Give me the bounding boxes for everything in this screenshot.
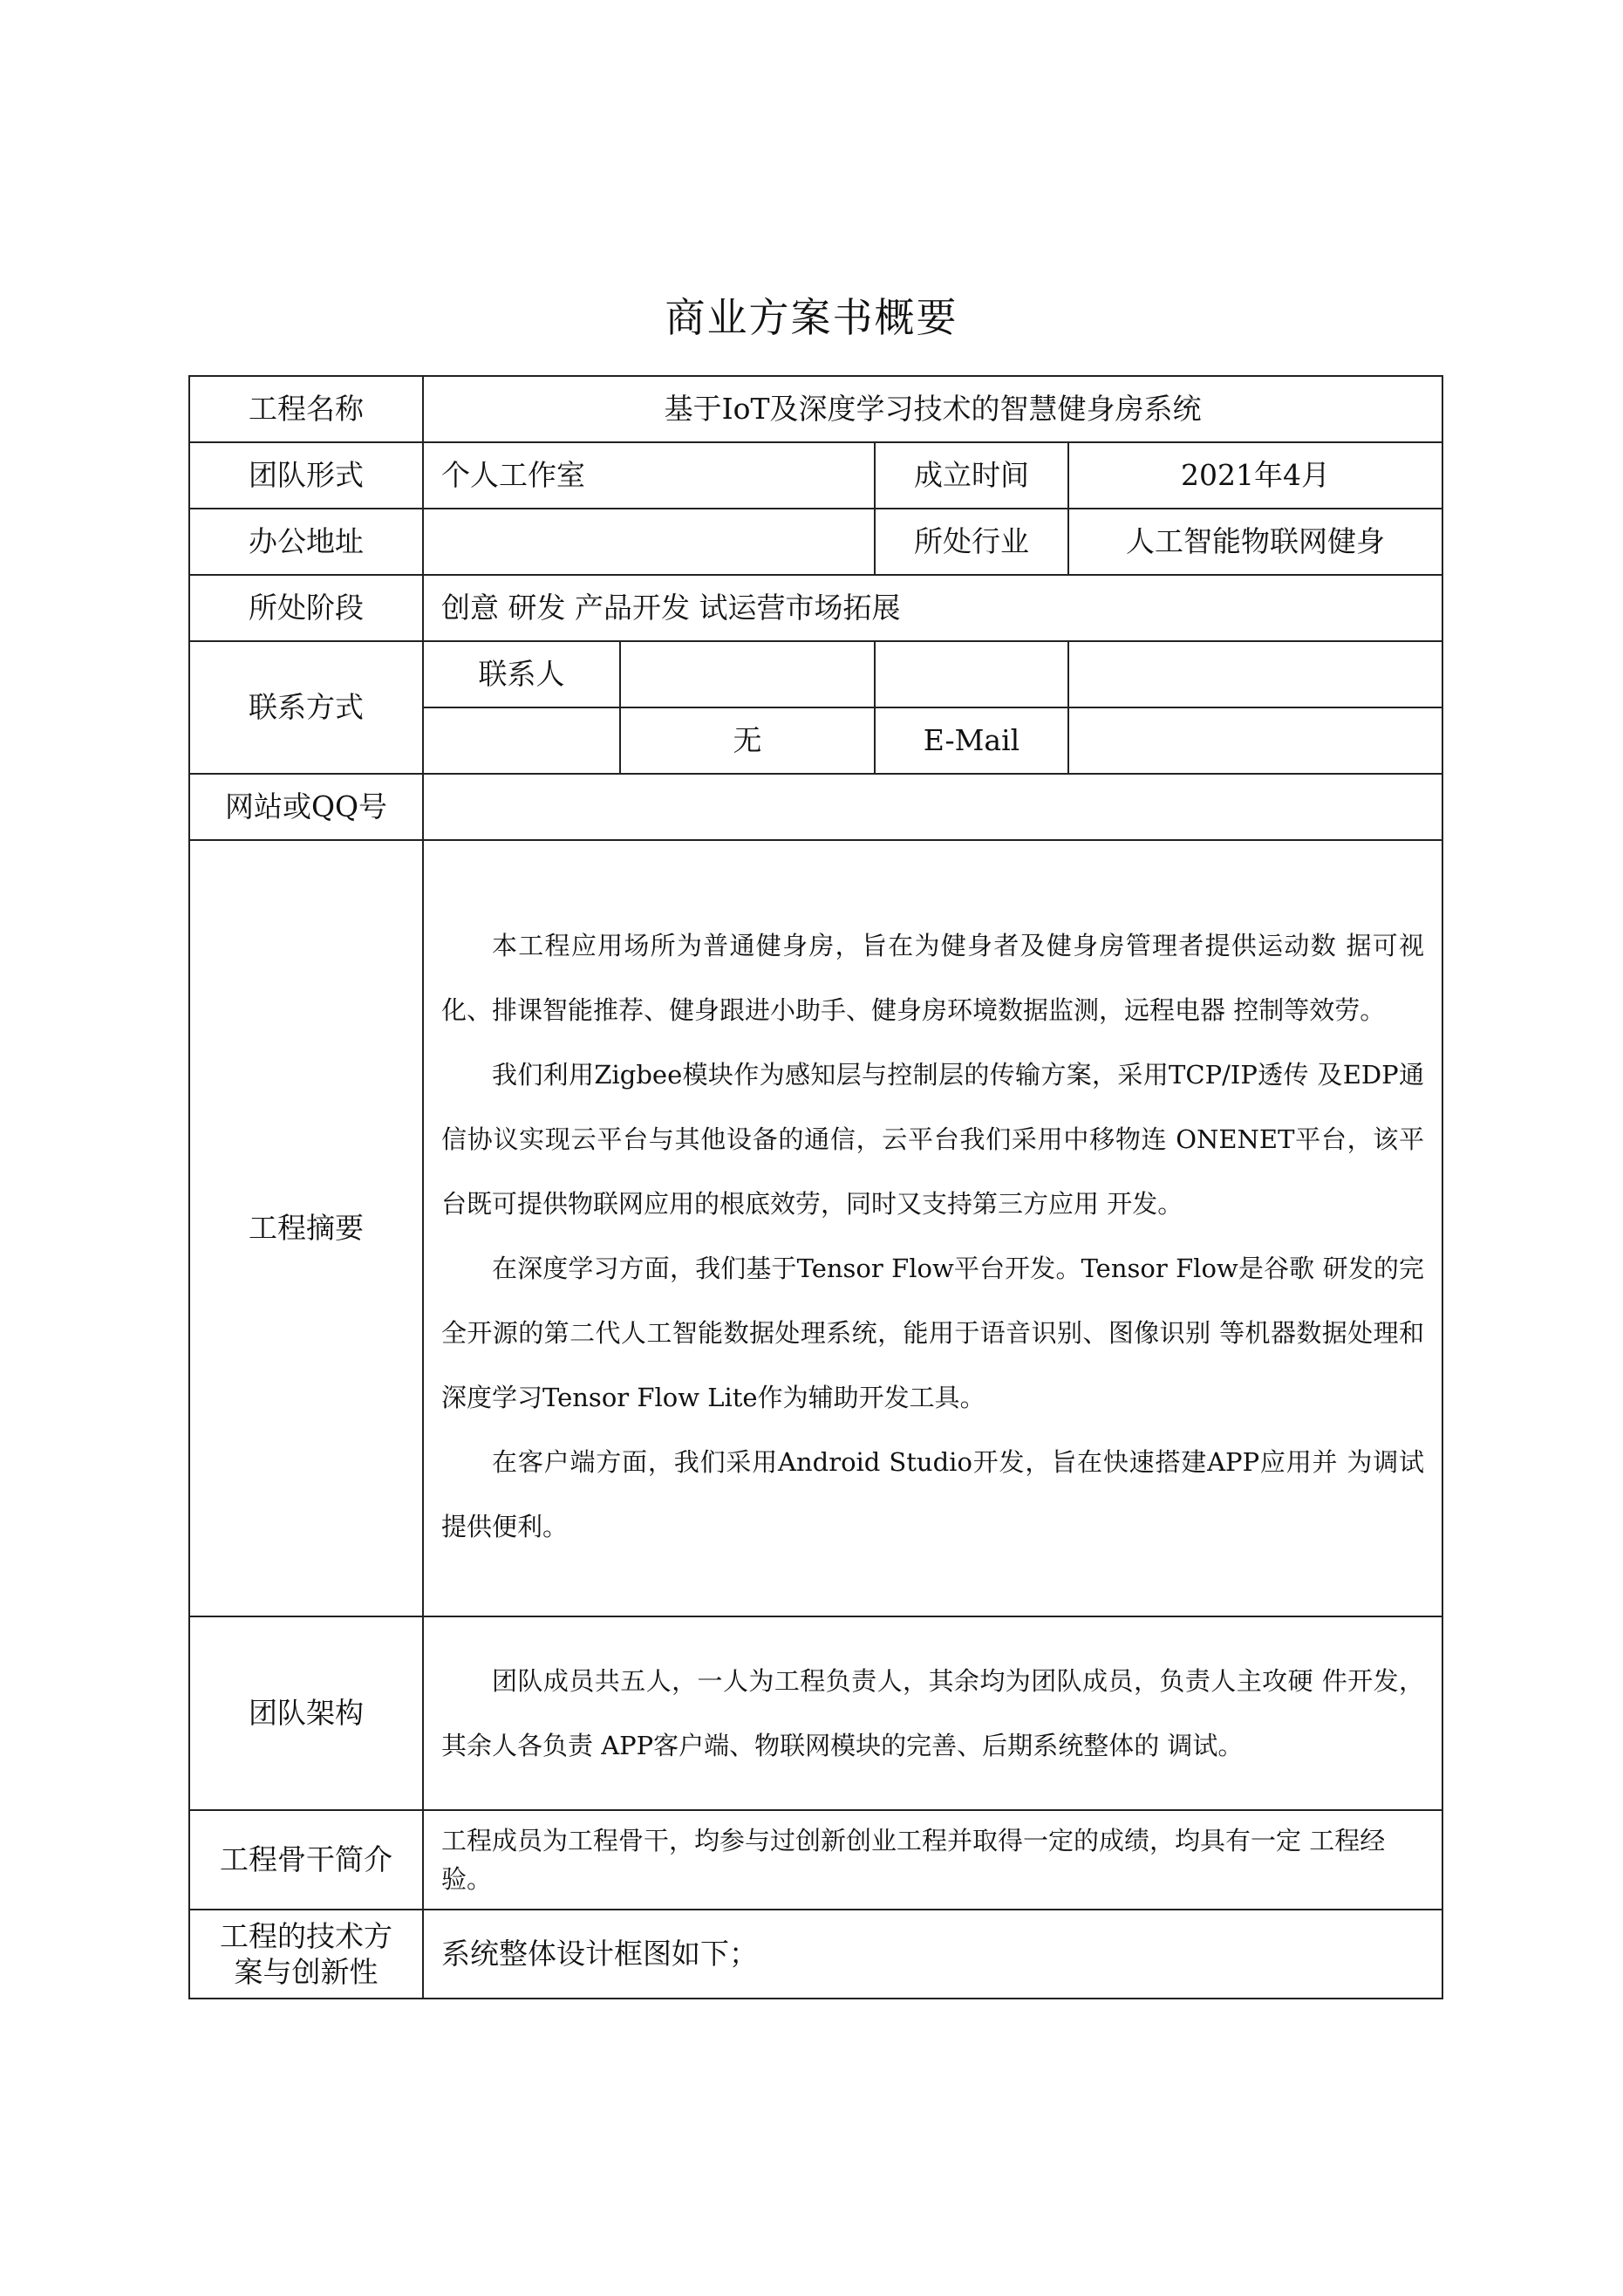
row-team-form bbox=[189, 442, 1442, 509]
stage-label: 所处阶段 bbox=[189, 575, 423, 641]
tech-label-line: 工程的技术方 bbox=[220, 1918, 392, 1953]
industry-value: 人工智能物联网健身 bbox=[1068, 509, 1442, 575]
row-website bbox=[189, 774, 1442, 840]
row-contact-1 bbox=[189, 641, 1442, 707]
summary-paragraph: 我们利用Zigbee模块作为感知层与控制层的传输方案，采用TCP/IP透传 及EDP通信协议实现云平台与其他设备的通信，云平台我们采用中移物连 ONENET平台，该平台既可提供物联网应用的根底效劳，同时又支持第三方应用 开发。 bbox=[441, 1060, 1425, 1219]
project-name-label: 工程名称 bbox=[189, 376, 423, 442]
phone-value: 无 bbox=[620, 707, 875, 774]
row-summary bbox=[189, 840, 1442, 1616]
backbone-content bbox=[423, 1810, 1442, 1910]
contact-blank-cell bbox=[1068, 641, 1442, 707]
row-project-name bbox=[189, 376, 1442, 442]
industry-label: 所处行业 bbox=[875, 509, 1068, 575]
summary-paragraph: 本工程应用场所为普通健身房，旨在为健身者及健身房管理者提供运动数 据可视化、排课智能推荐、健身跟进小助手、健身房环境数据监测，远程电器 控制等效劳。 bbox=[441, 931, 1425, 1025]
page-title: 商业方案书概要 bbox=[665, 294, 958, 341]
tech-label bbox=[189, 1910, 423, 1999]
contact-person-value bbox=[620, 641, 875, 707]
business-plan-summary-table bbox=[188, 375, 1443, 1999]
team-structure-content bbox=[423, 1616, 1442, 1810]
website-label: 网站或QQ号 bbox=[189, 774, 423, 840]
row-team-structure bbox=[189, 1616, 1442, 1810]
contact-person-label: 联系人 bbox=[423, 641, 620, 707]
established-value: 2021年4月 bbox=[1068, 442, 1442, 509]
tech-value: 系统整体设计框图如下； bbox=[423, 1910, 1442, 1999]
tech-label-line: 案与创新性 bbox=[234, 1955, 378, 1989]
project-name-value: 基于IoT及深度学习技术的智慧健身房系统 bbox=[423, 376, 1442, 442]
summary-label: 工程摘要 bbox=[189, 840, 423, 1616]
summary-paragraph: 在客户端方面，我们采用Android Studio开发，旨在快速搭建APP应用并 为调试提供便利。 bbox=[441, 1447, 1425, 1541]
team-structure-label: 团队架构 bbox=[189, 1616, 423, 1810]
established-label: 成立时间 bbox=[875, 442, 1068, 509]
team-form-value: 个人工作室 bbox=[423, 442, 875, 509]
website-value bbox=[423, 774, 1442, 840]
backbone-text: 工程成员为工程骨干，均参与过创新创业工程并取得一定的成绩，均具有一定 工程经验。 bbox=[441, 1826, 1386, 1894]
phone-label-cell bbox=[423, 707, 620, 774]
summary-paragraph: 在深度学习方面，我们基于Tensor Flow平台开发。Tensor Flow是谷歌 研发的完全开源的第二代人工智能数据处理系统，能用于语音识别、图像识别 等机器数据处理和深度学习Tensor Flow Lite作为辅助开发工具。 bbox=[441, 1254, 1425, 1412]
row-backbone bbox=[189, 1810, 1442, 1910]
row-tech bbox=[189, 1910, 1442, 1999]
backbone-label: 工程骨干简介 bbox=[189, 1810, 423, 1910]
email-label: E-Mail bbox=[875, 707, 1068, 774]
contact-label: 联系方式 bbox=[189, 641, 423, 774]
email-value bbox=[1068, 707, 1442, 774]
summary-content bbox=[423, 840, 1442, 1616]
stage-value: 创意 研发 产品开发 试运营市场拓展 bbox=[423, 575, 1442, 641]
team-structure-text: 团队成员共五人，一人为工程负责人，其余均为团队成员，负责人主攻硬 件开发，其余人各负责 APP客户端、物联网模块的完善、后期系统整体的 调试。 bbox=[441, 1666, 1425, 1760]
office-value bbox=[423, 509, 875, 575]
row-stage bbox=[189, 575, 1442, 641]
team-form-label: 团队形式 bbox=[189, 442, 423, 509]
contact-blank-cell bbox=[875, 641, 1068, 707]
office-label: 办公地址 bbox=[189, 509, 423, 575]
row-office bbox=[189, 509, 1442, 575]
